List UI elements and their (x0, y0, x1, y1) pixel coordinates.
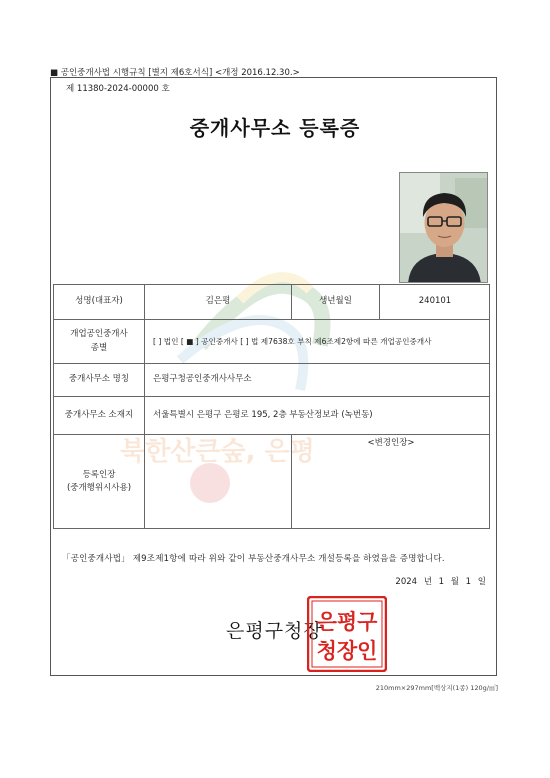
certification-text: 「공인중개사법」 제9조제1항에 따라 위와 같이 부동산중개사무소 개설등록을 하였음을 증명합니다. (62, 554, 445, 564)
office-name-value: 은평구청공인중개사사무소 (153, 374, 252, 385)
seal-label-line2: (중개행위시사용) (66, 483, 132, 493)
registrant-photo (399, 172, 488, 283)
issue-date: 2024 년 1 월 1 일 (395, 577, 486, 587)
registered-seal-impression (190, 463, 230, 503)
name-value: 김은평 (205, 296, 231, 307)
type-label-line2: 종별 (90, 342, 108, 353)
type-label-line1: 개업공인중개사 (70, 329, 128, 340)
office-name-label: 중개사무소 명칭 (68, 374, 130, 385)
official-seal (307, 596, 387, 672)
name-label: 성명(대표자) (75, 296, 123, 307)
watermark-text: 북한산큰숲, 은평 (120, 437, 315, 467)
seal-label-line1: 등록인장 (82, 469, 116, 480)
svg-text:청장인: 청장인 (316, 639, 378, 663)
paper-size-note: 210mm×297mm[백상지(1종) 120g/㎡] (375, 684, 498, 692)
header-note: ■ 공인중개사법 시행규칙 [별지 제6호서식] <개정 2016.12.30.> (50, 68, 300, 78)
document-title: 중개사무소 등록증 (189, 116, 361, 140)
type-value: [ ] 법인 [ ■ ] 공인중개사 [ ] 법 제7638호 부칙 제6조제2항에 따른 개업공인중개사 (153, 336, 432, 346)
office-address-value: 서울특별시 은평구 은평로 195, 2층 부동산정보과 (녹번동) (153, 409, 373, 420)
seal-label (54, 435, 144, 529)
type-label (54, 320, 144, 363)
registration-number: 제 11380-2024-00000 호 (66, 84, 170, 94)
birth-value: 240101 (418, 296, 452, 307)
svg-text:은평구: 은평구 (316, 610, 378, 634)
changed-seal-label: <변경인장> (367, 438, 415, 449)
birth-label: 생년월일 (319, 296, 352, 307)
registration-table (53, 284, 490, 529)
issuer-name: 은평구청장 (226, 620, 323, 642)
office-address-label: 중개사무소 소재지 (64, 409, 134, 420)
